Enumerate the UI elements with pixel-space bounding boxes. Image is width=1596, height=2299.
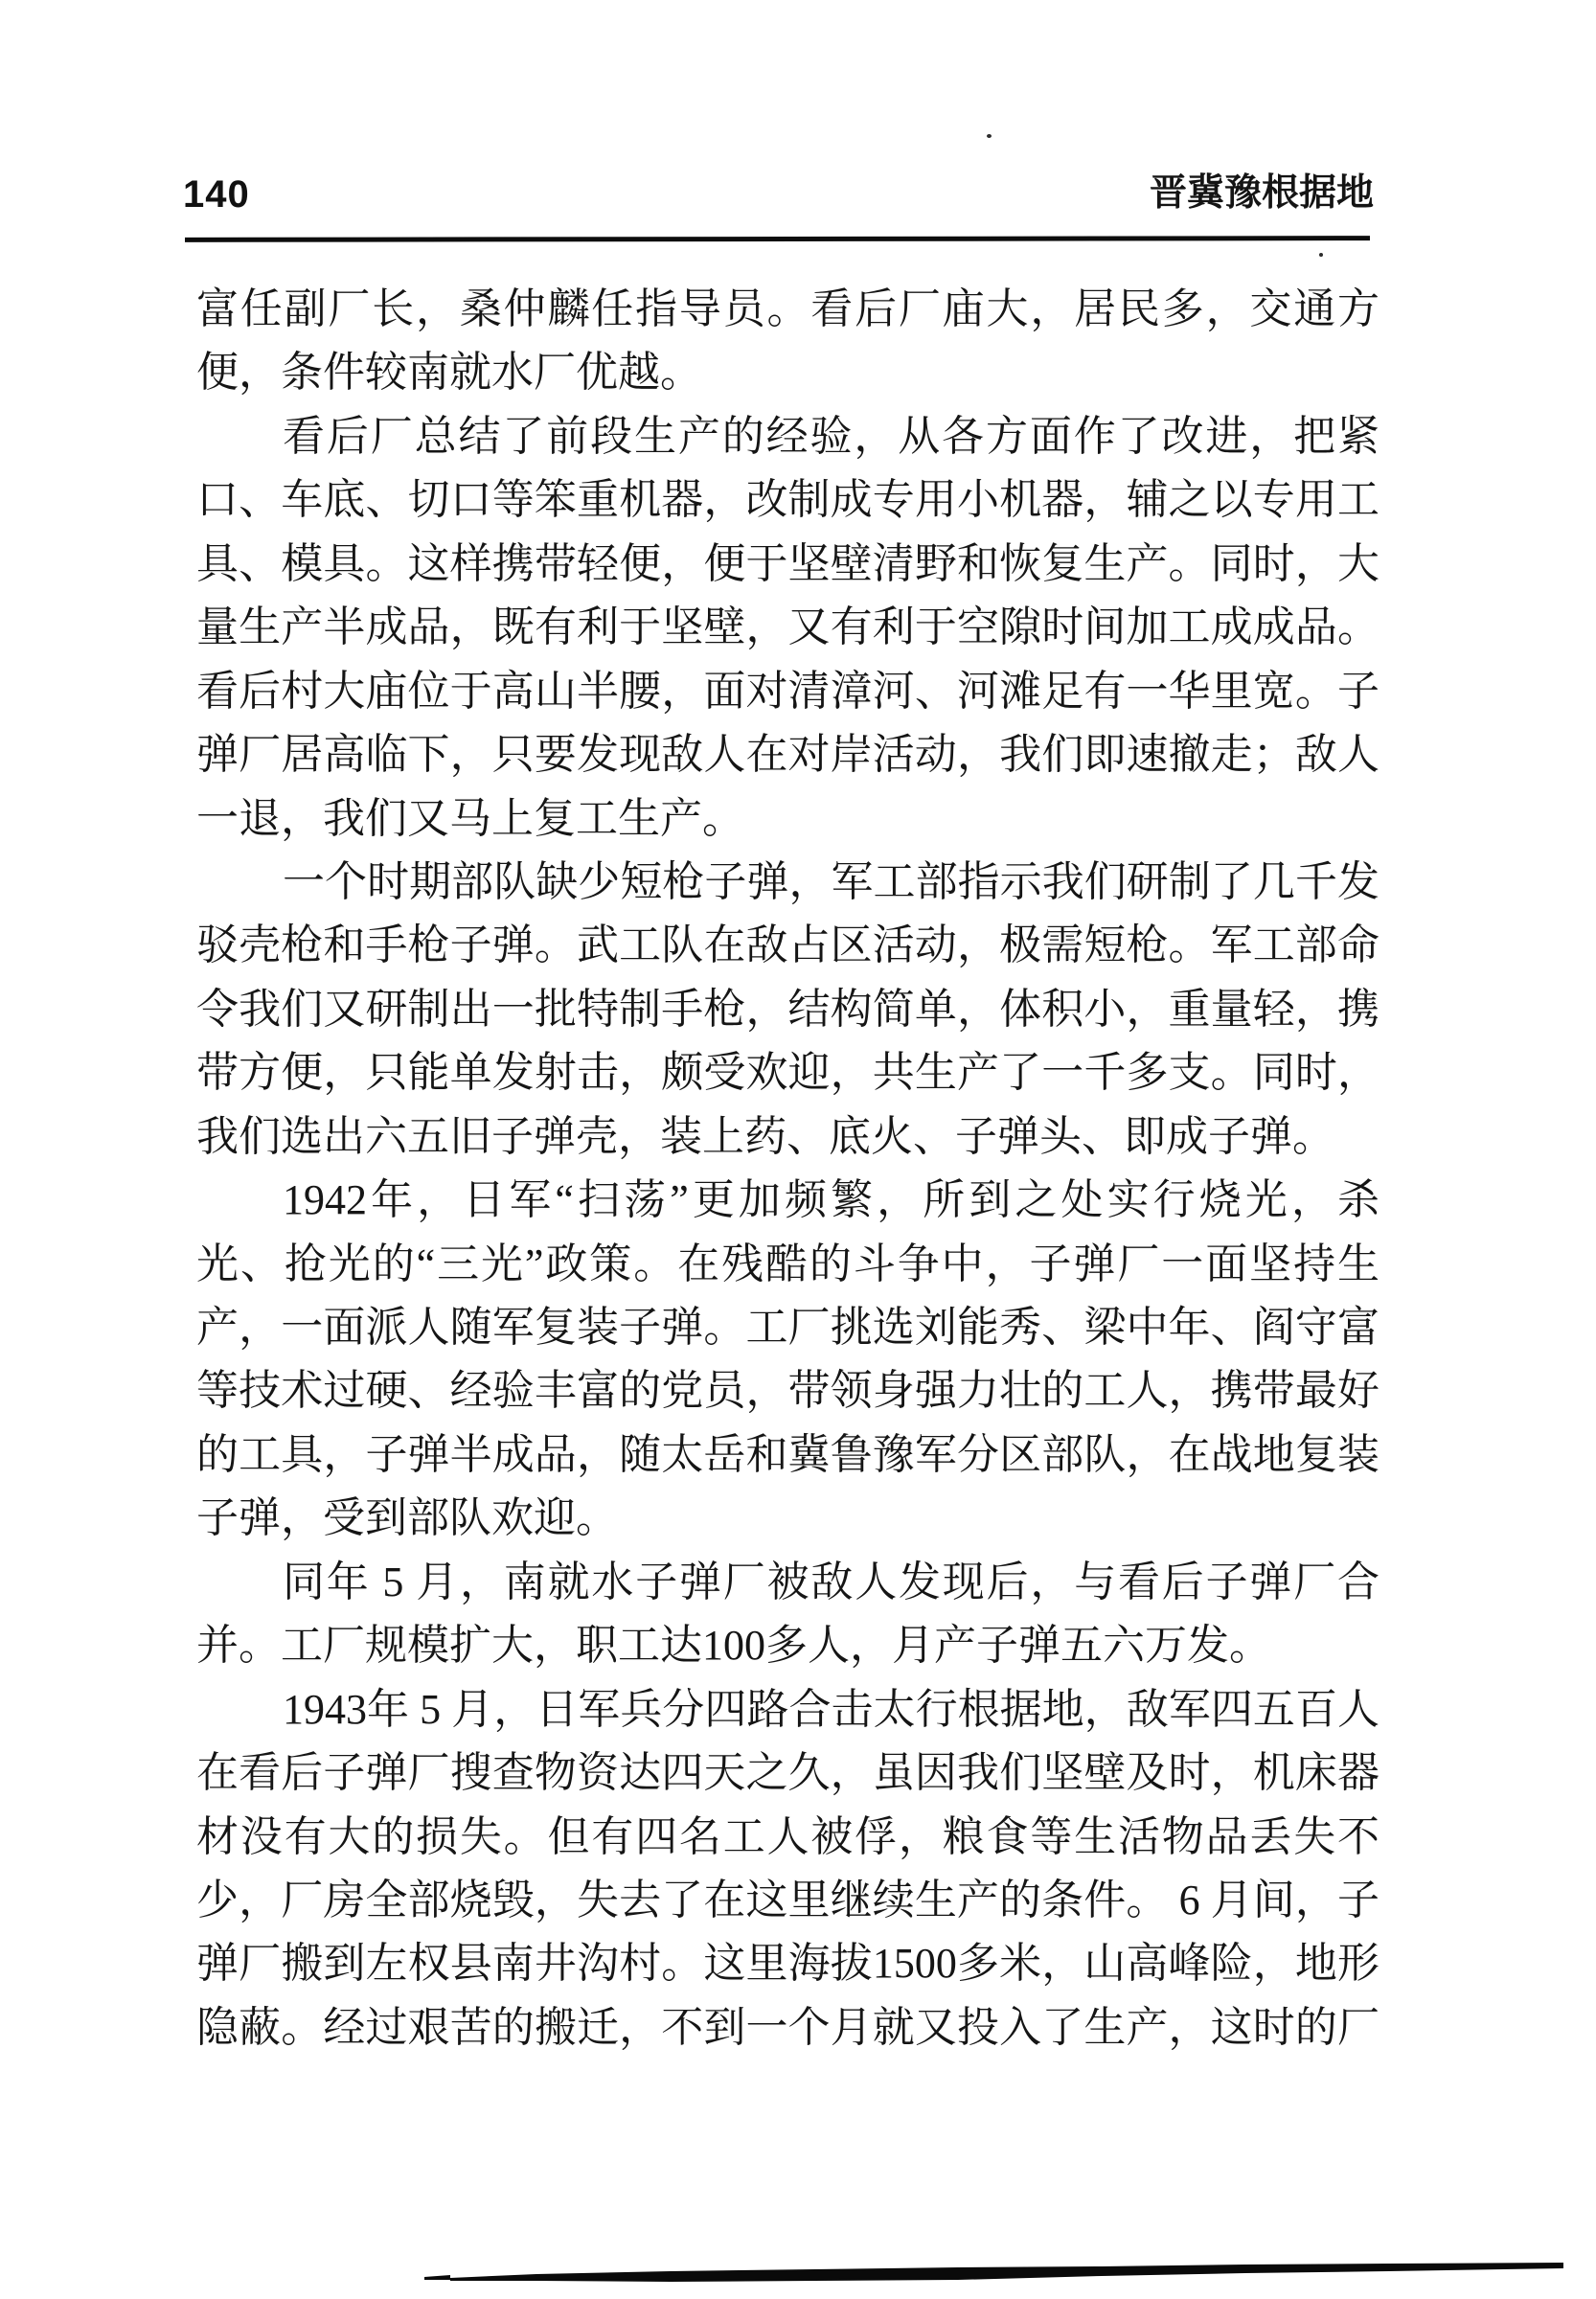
- text-line: 令我们又研制出一批特制手枪，结构简单，体积小，重量轻，携: [196, 985, 1379, 1033]
- text-line: 便，条件较南就水厂优越。: [196, 349, 702, 397]
- header-rule: [185, 236, 1370, 242]
- text-line: 在看后子弹厂搜查物资达四天之久，虽因我们坚壁及时，机床器: [196, 1749, 1379, 1797]
- text-line: 弹厂居高临下，只要发现敌人在对岸活动，我们即速撤走；敌人: [196, 731, 1379, 779]
- text-line: 的工具，子弹半成品，随太岳和冀鲁豫军分区部队，在战地复装: [196, 1430, 1379, 1478]
- text-line: 光、抢光的“三光”政策。在残酷的斗争中，子弹厂一面坚持生: [196, 1240, 1379, 1287]
- text-line: 带方便，只能单发射击，颇受欢迎，共生产了一千多支。同时，: [196, 1049, 1379, 1097]
- text-line: 产，一面派人随军复装子弹。工厂挑选刘能秀、梁中年、阎守富: [196, 1304, 1379, 1351]
- text-line: 一退，我们又马上复工生产。: [196, 794, 744, 842]
- text-line: 子弹，受到部队欢迎。: [196, 1494, 618, 1542]
- text-line: 同年 5 月，南就水子弹厂被敌人发现后，与看后子弹厂合: [283, 1558, 1379, 1605]
- text-line: 量生产半成品，既有利于坚壁，又有利于空隙时间加工成成品。: [196, 603, 1379, 651]
- text-line: 驳壳枪和手枪子弹。武工队在敌占区活动，极需短枪。军工部命: [196, 922, 1379, 969]
- text-line: 我们选出六五旧子弹壳，装上药、底火、子弹头、即成子弹。: [196, 1112, 1334, 1160]
- text-line: 1942年，日军“扫荡”更加频繁，所到之处实行烧光，杀: [283, 1176, 1379, 1224]
- text-line: 一个时期部队缺少短枪子弹，军工部指示我们研制了几千发: [283, 857, 1379, 905]
- text-line: 隐蔽。经过艰苦的搬迁，不到一个月就又投入了生产，这时的厂: [196, 2003, 1379, 2051]
- text-line: 口、车底、切口等笨重机器，改制成专用小机器，辅之以专用工: [196, 476, 1379, 524]
- scan-speck: [1319, 253, 1323, 257]
- scan-speck: [987, 134, 992, 138]
- text-line: 并。工厂规模扩大，职工达100多人，月产子弹五六万发。: [196, 1622, 1271, 1670]
- page-number: 140: [183, 173, 250, 216]
- text-line: 材没有大的损失。但有四名工人被俘，粮食等生活物品丢失不: [196, 1812, 1379, 1860]
- text-line: 看后村大庙位于高山半腰，面对清漳河、河滩足有一华里宽。子: [196, 667, 1379, 715]
- text-line: 1943年 5 月，日军兵分四路合击太行根据地，敌军四五百人: [283, 1685, 1379, 1733]
- text-line: 看后厂总结了前段生产的经验，从各方面作了改进，把紧: [283, 412, 1379, 460]
- body-text-block: [196, 278, 1379, 2060]
- text-line: 等技术过硬、经验丰富的党员，带领身强力壮的工人，携带最好: [196, 1367, 1379, 1415]
- running-head-title: 晋冀豫根据地: [1150, 172, 1375, 214]
- text-line: 富任副厂长，桑仲麟任指导员。看后厂庙大，居民多，交通方: [196, 285, 1379, 332]
- text-line: 弹厂搬到左权县南井沟村。这里海拔1500多米，山高峰险，地形: [196, 1940, 1379, 1988]
- text-line: 具、模具。这样携带轻便，便于坚壁清野和恢复生产。同时，大: [196, 539, 1379, 587]
- text-line: 少，厂房全部烧毁，失去了在这里继续生产的条件。 6 月间，子: [196, 1876, 1379, 1923]
